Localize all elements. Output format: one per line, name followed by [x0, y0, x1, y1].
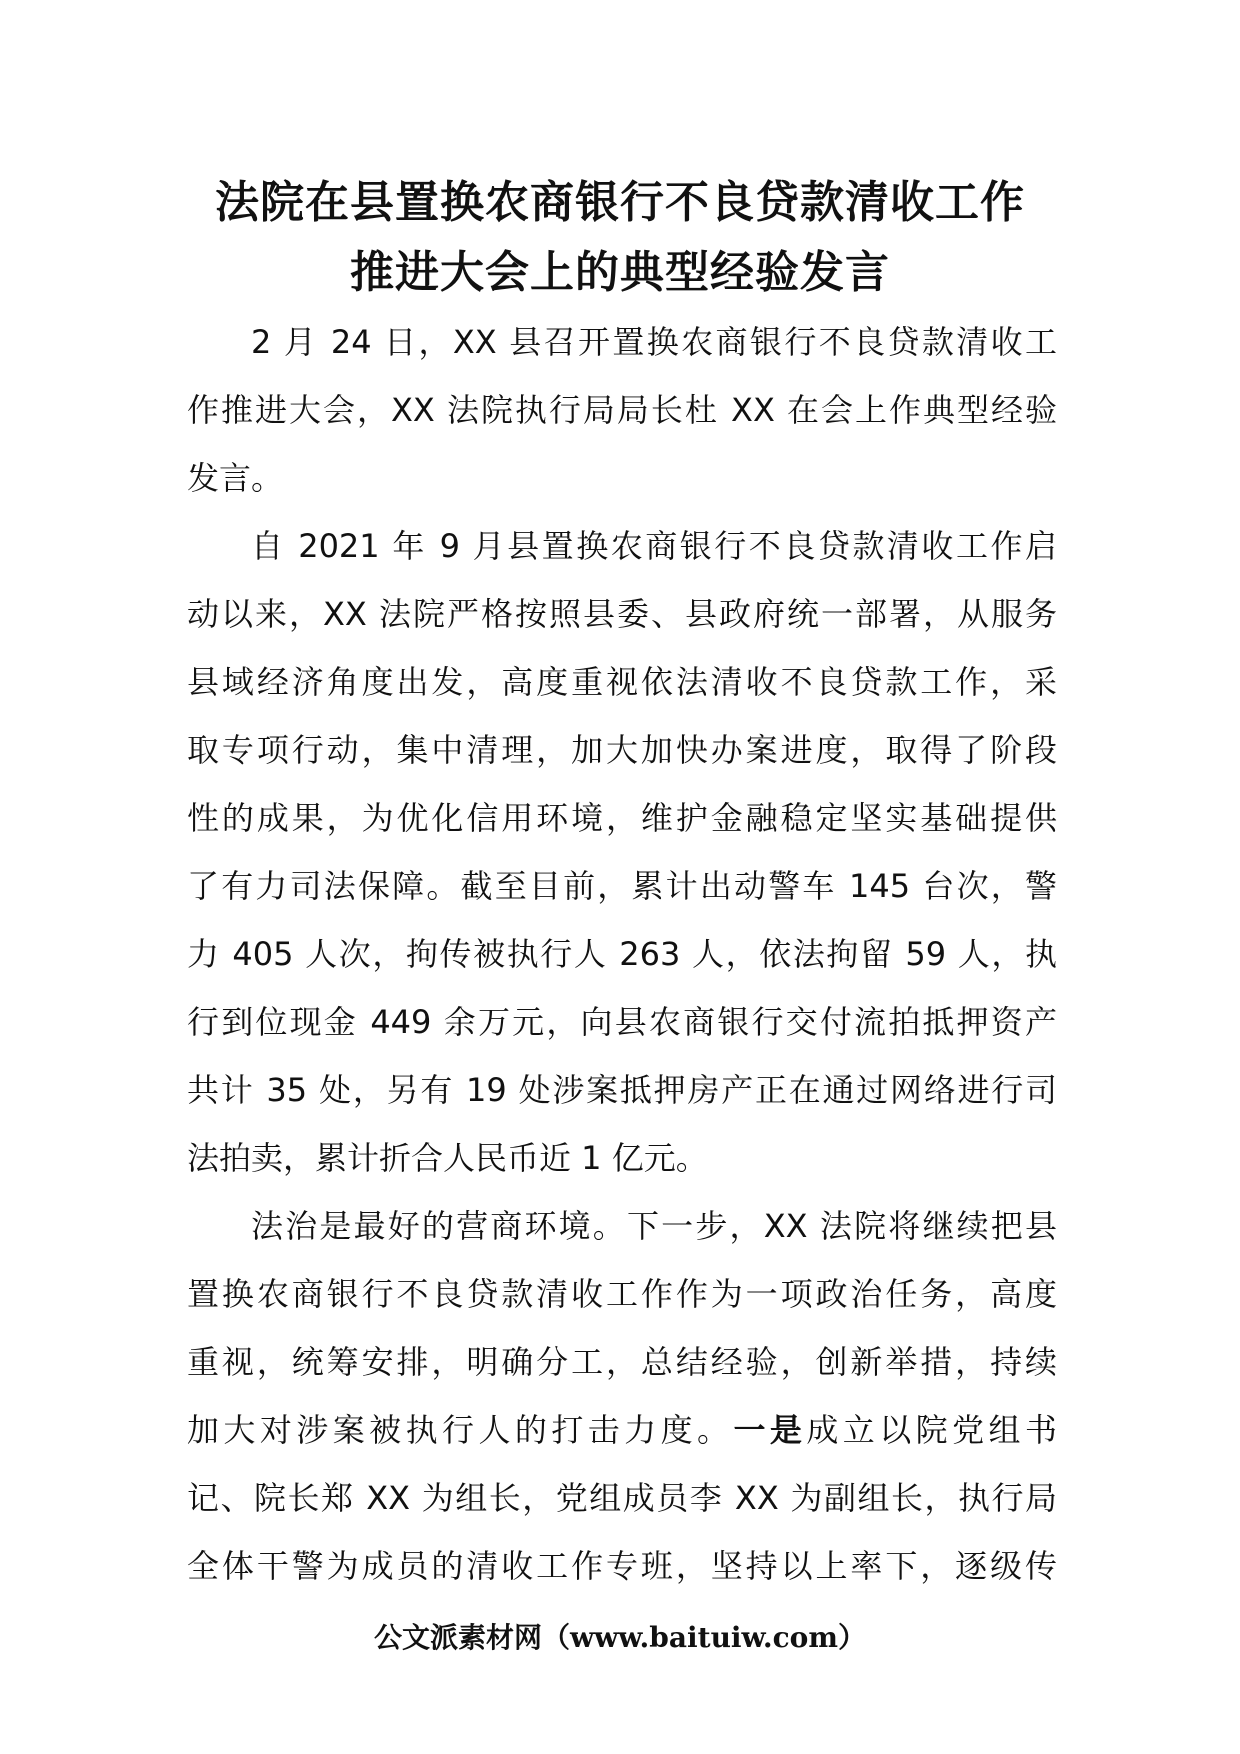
paragraph-line: 动以来，XX 法院严格按照县委、县政府统一部署，从服务: [187, 595, 1057, 633]
paragraph-line: 法拍卖，累计折合人民币近 1 亿元。: [187, 1139, 708, 1177]
paragraph-line: 取专项行动，集中清理，加大加快办案进度，取得了阶段: [187, 731, 1057, 769]
paragraph-line: 自 2021 年 9 月县置换农商银行不良贷款清收工作启: [251, 527, 1057, 565]
paragraph-line: 行到位现金 449 余万元，向县农商银行交付流拍抵押资产: [187, 1003, 1057, 1041]
paragraph-line: 记、院长郑 XX 为组长，党组成员李 XX 为副组长，执行局: [187, 1479, 1057, 1517]
line-segment: 成立以院党组书: [806, 1411, 1057, 1449]
paragraph-line: 发言。: [187, 459, 284, 497]
paragraph-line: 性的成果，为优化信用环境，维护金融稳定坚实基础提供: [187, 799, 1057, 837]
title-line-1: 法院在县置换农商银行不良贷款清收工作: [215, 177, 1025, 228]
paragraph-line: 2 月 24 日，XX 县召开置换农商银行不良贷款清收工: [251, 323, 1057, 361]
paragraph-line: 力 405 人次，拘传被执行人 263 人，依法拘留 59 人，执: [187, 935, 1057, 973]
paragraph-line: 共计 35 处，另有 19 处涉案抵押房产正在通过网络进行司: [187, 1071, 1057, 1109]
paragraph-line: 县域经济角度出发，高度重视依法清收不良贷款工作，采: [187, 663, 1057, 701]
paragraph-2: [187, 512, 1057, 1192]
document-title: [150, 168, 1090, 308]
paragraph-line: 了有力司法保障。截至目前，累计出动警车 145 台次，警: [187, 867, 1057, 905]
paragraph-3: [187, 1192, 1057, 1600]
line-segment: 加大对涉案被执行人的打击力度。: [187, 1411, 734, 1449]
paragraph-line: 重视，统筹安排，明确分工，总结经验，创新举措，持续: [187, 1343, 1057, 1381]
paragraph-line-mixed: [187, 1396, 1057, 1464]
paragraph-line: 全体干警为成员的清收工作专班，坚持以上率下，逐级传: [187, 1547, 1057, 1585]
title-line-2: 推进大会上的典型经验发言: [350, 247, 890, 298]
paragraph-line: 法治是最好的营商环境。下一步，XX 法院将继续把县: [251, 1207, 1057, 1245]
paragraph-line: 作推进大会，XX 法院执行局局长杜 XX 在会上作典型经验: [187, 391, 1057, 429]
document-body: [187, 308, 1057, 1600]
bold-lead-term: 一是: [733, 1411, 807, 1449]
paragraph-line: 置换农商银行不良贷款清收工作作为一项政治任务，高度: [187, 1275, 1057, 1313]
paragraph-1: [187, 308, 1057, 512]
footer-source-text: 公文派素材网（www.baituiw.com）: [374, 1621, 866, 1654]
